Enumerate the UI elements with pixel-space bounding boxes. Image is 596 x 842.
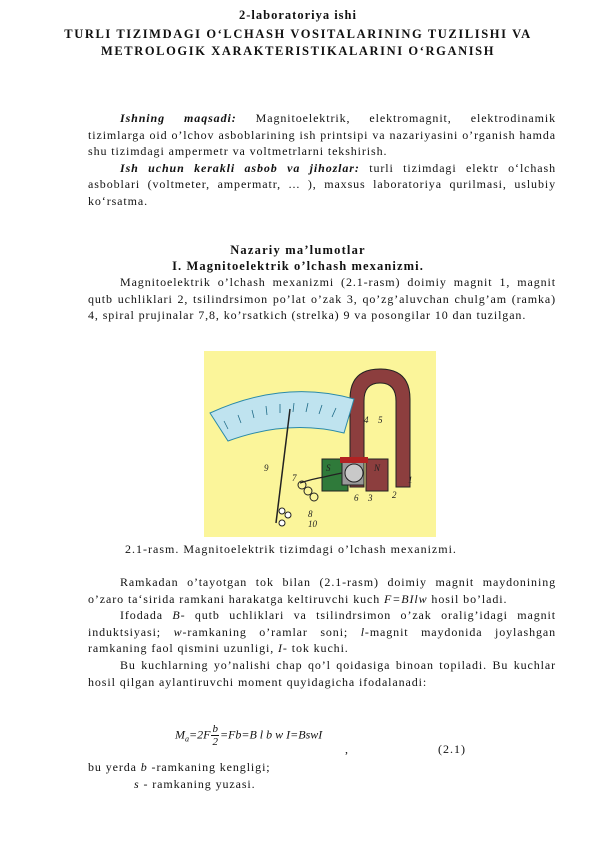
equipment-text: turli tizimdagi elektr o‘lchash asboblari (voltmeter, ampermatr, ... ), maxsus laboratoriya qurilmasi, uslubiy ko‘rsatma.: [88, 160, 557, 208]
force-text: Ramkadan o’tayotgan tok bilan (2.1-rasm) doimiy magnit maydonining o’zaro ta‘sirida ramkani harakatga keltiruvchi kuch: [88, 575, 556, 606]
lab-title: TURLI TIZIMDAGI O‘LCHASH VOSITALARINING TUZILISHI VA METROLOGIK XARAKTERISTIKALARINI O‘RGANISH: [64, 27, 532, 58]
intro-paragraph: Magnitoelektrik o’lchash mexanizmi (2.1-rasm) doimiy magnit 1, magnit qutb uchliklari 2, tsilindrsimon po’lat o’zak 3, qo’zg’aluvchan chulg’am (ramka) 4, spiral prujinalar 7,8, ko’rsatkich (strelka) 9 va posongilar 10 dan tuzilgan.: [88, 275, 556, 323]
var-w: w: [173, 624, 183, 639]
label-n: N: [374, 463, 381, 473]
torque-formula: [175, 723, 322, 763]
goal-label: Ishning maqsadi:: [120, 111, 237, 125]
label-6: 6: [354, 493, 359, 503]
formula-rhs: =Fb=B l b w I=BswI: [219, 727, 323, 742]
where-var-b: b: [140, 760, 148, 774]
var-i: I: [278, 641, 283, 656]
var-b-induction: B: [172, 608, 181, 623]
counterweights: [279, 508, 291, 526]
where-b-desc: -ramkaning kengligi;: [147, 760, 271, 774]
label-5: 5: [378, 415, 383, 425]
mechanism-diagram: [204, 351, 436, 537]
formula-fraction: [211, 723, 219, 748]
section-heading: I. Magnitoelektrik o’lchash mexanizmi.: [172, 259, 424, 273]
formula-m-sub: a: [185, 734, 189, 744]
vars-text-1: Ifodada: [120, 608, 173, 623]
label-9: 9: [264, 463, 269, 473]
coil-top: [340, 457, 368, 463]
var-l: l: [360, 624, 365, 639]
formula-m: M: [175, 727, 185, 742]
body-block: [88, 574, 556, 690]
where-line-2: [134, 777, 256, 792]
where-var-s: s: [134, 777, 140, 791]
force-paragraph: [88, 574, 556, 607]
label-1: 1: [408, 475, 413, 485]
formula-number: (2.1): [438, 742, 466, 756]
force-formula: F=BIlw: [384, 591, 428, 606]
equipment-paragraph: [88, 160, 556, 210]
goal-block: [88, 110, 556, 210]
goal-paragraph: [88, 110, 556, 160]
where-prefix: bu yerda: [88, 760, 141, 774]
label-4: 4: [364, 415, 369, 425]
equipment-label: Ish uchun kerakli asbob va jihozlar:: [120, 160, 360, 175]
lab-number: 2-laboratoriya ishi: [239, 8, 357, 22]
fraction-denominator: 2: [212, 736, 218, 748]
steel-core: [345, 464, 363, 482]
magnetoelectric-mechanism-figure: [204, 351, 436, 537]
label-3: 3: [368, 493, 373, 503]
formula-f: F: [203, 727, 211, 742]
vars-text-5: - tok kuchi.: [282, 641, 349, 656]
label-7: 7: [292, 473, 297, 483]
fraction-numerator: b: [212, 723, 218, 735]
force-tail: hosil bo’ladi.: [427, 591, 508, 606]
where-line-1: [88, 760, 271, 775]
vars-text-4: -magnit maydonida joylashgan ramkaning faol qismini uzunligi,: [88, 624, 556, 656]
variables-paragraph: [88, 607, 556, 657]
spiral-spring: [298, 481, 318, 501]
vars-text-3: -ramkaning o’ramlar soni;: [182, 624, 361, 639]
label-10: 10: [308, 519, 317, 529]
label-s: S: [326, 463, 331, 473]
vars-text-2: - qutb uchliklari va tsilindrsimon o’zak oralig’idagi magnit induktsiyasi;: [88, 608, 556, 639]
left-hand-paragraph: Bu kuchlarning yo’nalishi chap qo’l qoidasiga binoan topiladi. Bu kuchlar hosil qilgan aylantiruvchi moment quyidagicha ifodalanadi:: [88, 657, 556, 689]
where-s-desc: - ramkaning yuzasi.: [139, 777, 256, 791]
theory-heading: Nazariy ma’lumotlar: [230, 243, 366, 257]
figure-caption: 2.1-rasm. Magnitoelektrik tizimdagi o’lchash mexanizmi.: [125, 542, 457, 556]
formula-eq1: =2: [189, 727, 204, 742]
goal-text: Magnitoelektrik, elektromagnit, elektrodinamik tizimlarga oid o’lchov asboblarining ish printsipi va nazariyasini o’rganish hamda shu tizimdagi ampermetr va voltmetrlarni tekshirish.: [88, 111, 556, 159]
label-8: 8: [308, 509, 313, 519]
formula-comma: ,: [345, 742, 348, 756]
label-2: 2: [392, 490, 397, 500]
intro-block: [88, 274, 556, 324]
